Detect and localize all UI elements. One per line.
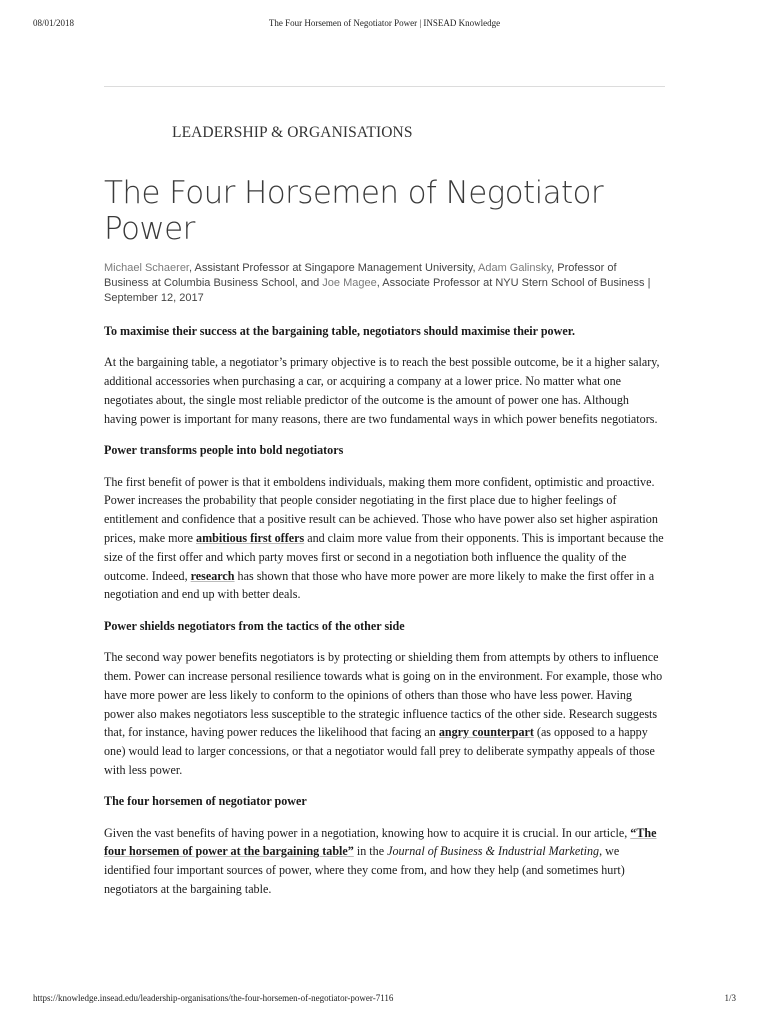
author-link-galinsky[interactable]: Adam Galinsky [478,262,552,274]
subheading-shields: Power shields negotiators from the tactics of the other side [104,618,405,633]
author-role-2: , Professor of Business at Columbia Business School, and [104,262,617,289]
print-page-title: The Four Horsemen of Negotiator Power | INSEAD Knowledge [268,18,501,28]
paragraph-text: has shown that those who have more power are more likely to make the first offer in a negotiation and end up with better deals. [104,568,655,602]
journal-name: Journal of Business & Industrial Marketing [387,844,600,859]
print-url: https://knowledge.insead.edu/leadership-organisations/the-four-horsemen-of-negotiator-power-7116 [33,993,394,1003]
paragraph-text: The first benefit of power is that it emboldens individuals, making them more confident, optimistic and proactive. Power increases the probability that people consider negotiating in the first place due to higher feelings of entitlement and confidence that a positive result can be achieved. Those who have power also set higher aspiration prices, make more [104,474,658,545]
link-four-horsemen-article[interactable]: “The four horsemen of power at the bargaining table” [104,825,657,859]
page-number: 1/3 [724,993,736,1003]
author-link-magee[interactable]: Joe Magee [322,277,377,289]
article-body [104,322,664,911]
article-title: The Four Horsemen of Negotiator Power [104,175,604,247]
link-research[interactable]: research [190,568,235,583]
paragraph-text: Given the vast benefits of having power in a negotiation, knowing how to acquire it is crucial. In our article, [104,825,631,840]
header-divider [104,86,665,87]
subheading-bold-negotiators: Power transforms people into bold negotiators [104,443,344,458]
link-ambitious-first-offers[interactable]: ambitious first offers [196,530,305,545]
author-role-3: , Associate Professor at NYU Stern School of Business | September 12, 2017 [104,277,651,304]
author-link-schaerer[interactable]: Michael Schaerer [104,262,189,274]
paragraph-intro: At the bargaining table, a negotiator’s primary objective is to reach the best possible outcome, be it a higher salary, additional accessories when purchasing a car, or acquiring a company at a lower price. No matter what one negotiates about, the single most reliable predictor of the outcome is the amount of power one has. Although having power is important for many reasons, there are two fundamental ways in which power benefits negotiators. [104,355,660,426]
print-date: 08/01/2018 [33,18,75,28]
paragraph-text: (as opposed to a happy one) would lead to larger concessions, or that a negotiator would fall prey to deliberate sympathy appeals of those with less power. [104,725,655,777]
category-label[interactable]: LEADERSHIP & ORGANISATIONS [172,124,413,141]
byline [104,261,664,306]
paragraph-text: in the [353,844,388,859]
paragraph-shielding [104,648,664,780]
paragraph-text: The second way power benefits negotiators is by protecting or shielding them from attempts by others to influence them. Power can increase personal resilience towards what is going on in the environment. For example, those who have more power are less likely to conform to the opinions of others than those who have less power. Having power also makes negotiators less susceptible to the strategic influence tactics of the other side. Research suggests that, for instance, having power reduces the likelihood that facing an [104,650,663,740]
paragraph-text: , we identified four important sources of power, where they come from, and how they help (and sometimes hurt) negotiators at the bargaining table. [104,844,625,897]
paragraph-text: and claim more value from their opponents. This is important because the size of the first offer and which party moves first or second in a negotiation both influence the quality of the outcome. Indeed, [104,530,664,583]
subheading-four-horsemen: The four horsemen of negotiator power [104,794,307,809]
link-angry-counterpart[interactable]: angry counterpart [438,725,534,740]
article-lead: To maximise their success at the bargaining table, negotiators should maximise their power. [104,324,575,338]
paragraph-sources [104,824,664,899]
author-role-1: , Assistant Professor at Singapore Management University, [189,262,478,274]
paragraph-emboldens [104,473,664,605]
